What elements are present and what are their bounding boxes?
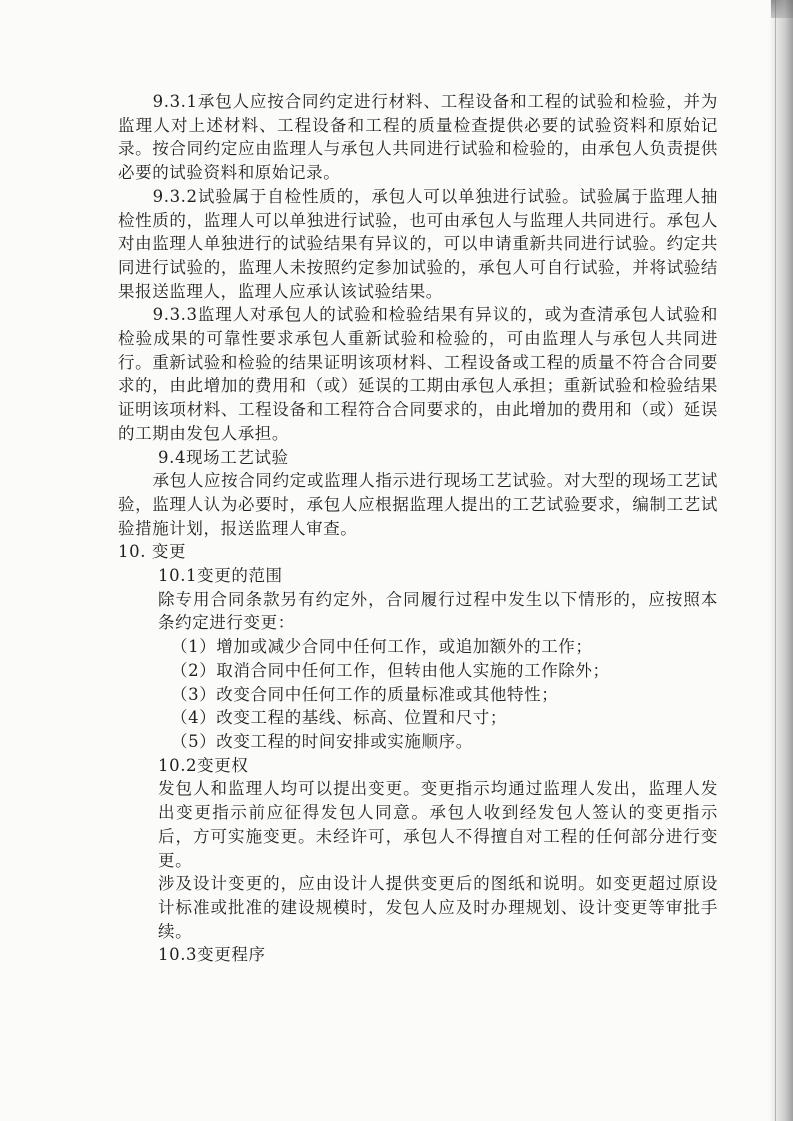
clause-9-4-body: 承包人应按合同约定或监理人指示进行现场工艺试验。对大型的现场工艺试验，监理人认为必要时，承包人应根据监理人提出的工艺试验要求，编制工艺试验措施计划，报送监理人审查。: [118, 471, 718, 538]
clause-10-1-intro: 除专用合同条款另有约定外，合同履行过程中发生以下情形的，应按照本条约定进行变更：: [158, 589, 718, 633]
document-body: [118, 90, 718, 967]
clause-9-3-2: 9.3.2试验属于自检性质的，承包人可以单独进行试验。试验属于监理人抽检性质的，监理人可以单独进行试验，也可由承包人与监理人共同进行。承包人对由监理人单独进行的试验结果有异议的，可以申请重新共同进行试验。约定共同进行试验的，监理人未按照约定参加试验的，承包人可自行试验，并将试验结果报送监理人，监理人应承认该试验结果。: [118, 186, 718, 301]
list-item-4: （4）改变工程的基线、标高、位置和尺寸；: [171, 708, 507, 728]
list-item-2: （2）取消合同中任何工作，但转由他人实施的工作除外；: [171, 660, 610, 680]
scan-edge-shadow: [769, 0, 793, 1121]
list-item-3: （3）改变合同中任何工作的质量标准或其他特性；: [171, 684, 559, 704]
clause-9-3-3: 9.3.3监理人对承包人的试验和检验结果有异议的，或为查清承包人试验和检验成果的可靠性要求承包人重新试验和检验的，可由监理人与承包人共同进行。重新试验和检验的结果证明该项材料、工程设备或工程的质量不符合合同要求的，由此增加的费用和（或）延误的工期由承包人承担；重新试验和检验结果证明该项材料、工程设备和工程符合合同要求的，由此增加的费用和（或）延误的工期由发包人承担。: [118, 305, 718, 443]
clause-10-2-body-1: 发包人和监理人均可以提出变更。变更指示均通过监理人发出，监理人发出变更指示前应征得发包人同意。承包人收到经发包人签认的变更指示后，方可实施变更。未经许可，承包人不得擅自对工程的任何部分进行变更。: [158, 779, 718, 870]
clause-9-3-1: 9.3.1承包人应按合同约定进行材料、工程设备和工程的试验和检验，并为监理人对上述材料、工程设备和工程的质量检查提供必要的试验资料和原始记录。按合同约定应由监理人与承包人共同进行试验和检验的，由承包人负责提供必要的试验资料和原始记录。: [118, 92, 718, 183]
heading-10-2: 10.2变更权: [158, 755, 249, 775]
section-10-heading: 10. 变更: [118, 542, 187, 562]
heading-9-4: 9.4现场工艺试验: [158, 447, 289, 467]
list-item-1: （1）增加或减少合同中任何工作，或追加额外的工作；: [171, 637, 593, 657]
clause-10-2-body-2: 涉及设计变更的，应由设计人提供变更后的图纸和说明。如变更超过原设计标准或批准的建设规模时，发包人应及时办理规划、设计变更等审批手续。: [158, 874, 718, 941]
heading-10-1: 10.1变更的范围: [158, 566, 283, 586]
scan-edge-line: [775, 0, 776, 1121]
list-item-5: （5）改变工程的时间安排或实施顺序。: [171, 731, 473, 751]
heading-10-3: 10.3变更程序: [158, 945, 266, 965]
